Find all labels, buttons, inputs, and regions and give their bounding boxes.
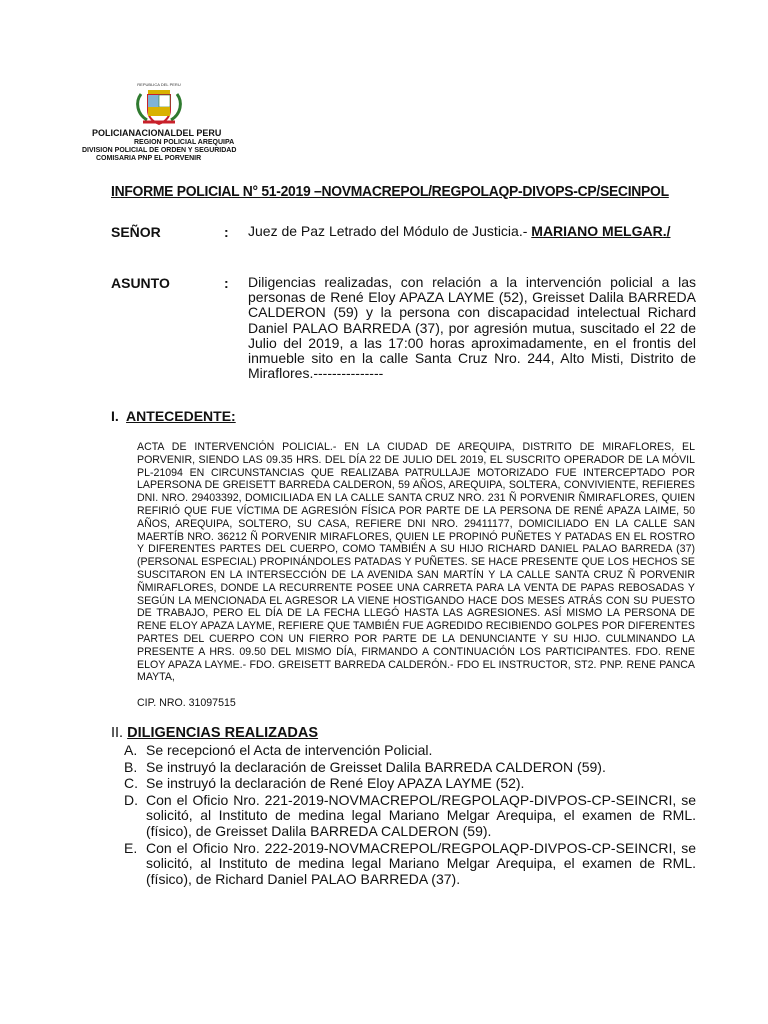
list-marker: A. <box>124 742 138 758</box>
division-name: DIVISION POLICIAL DE ORDEN Y SEGURIDAD <box>82 147 237 154</box>
commissary-name: COMISARIA PNP EL PORVENIR <box>96 155 202 162</box>
section-antecedente-heading <box>111 408 236 424</box>
diligencias-list <box>124 743 696 888</box>
list-marker: E. <box>124 839 138 856</box>
section-number: I. <box>111 408 119 424</box>
list-item-text: Se instruyó la declaración de René Eloy APAZA LAYME (52). <box>146 775 525 792</box>
list-item <box>124 760 696 776</box>
coat-of-arms-icon <box>133 80 185 130</box>
institution-name: POLICIANACIONALDEL PERU <box>92 128 222 138</box>
senor-value <box>248 224 696 239</box>
list-marker: D. <box>124 791 138 808</box>
list-item-text: Se recepcionó el Acta de intervención Policial. <box>146 742 433 758</box>
senor-bold: MARIANO MELGAR./ <box>531 223 671 239</box>
antecedente-body: ACTA DE INTERVENCIÓN POLICIAL.- EN LA CIUDAD DE AREQUIPA, DISTRITO DE MIRAFLORES, EL PORVENIR, SIENDO LAS 09.35 HRS. DEL DÍA 22 DE JULIO DEL 2019, EL SUSCRITO OPERADOR DE LA MÓVIL PL-21094 EN CIRCUNSTANCIAS QUE REALIZABA PATRULLAJE MOTORIZADO FUE INTERCEPTADO POR LAPERSONA DE GREISETT BARREDA CALDERON, 59 AÑOS, AREQUIPA, SOLTERA, CONVIVIENTE, REFIERES DNI. NRO. 29403392, DOMICILIADA EN LA CALLE SANTA CRUZ NRO. 231 Ñ PORVENIR ÑMIRAFLORES, QUIEN REFIRIÓ QUE FUE VÍCTIMA DE AGRESIÓN FÍSICA POR PARTE DE LA PERSONA DE RENÉ APAZA LAIME, 50 AÑOS, AREQUIPA, SOLTERO, SU CASA, REFIERE DNI NRO. 29411177, DOMICILIADO EN LA CALLE SAN MAERTÍB NRO. 36212 Ñ PORVENIR MIRAFLORES, QUIEN LE PROPINÓ PUÑETES Y PATADAS EN EL ROSTRO Y DIFERENTES PARTES DEL CUERPO, COMO TAMBIÉN A SU HIJO RICHARD DANIEL PALAO BARREDA (37) (PERSONAL ESPECIAL) PROPINÁNDOLES PATADAS Y PUÑETES. SE HACE PRESENTE QUE LOS HECHOS SE SUSCITARON EN LA INTERSECCIÓN DE LA AVENIDA SAN MARTÍN Y LA CALLE SANTA CRUZ Ñ PORVENIR ÑMIRAFLORES, DONDE LA RECURRENTE POSEE UNA CARRETA PARA LA VENTA DE PAPAS REBOSADAS Y SEGÚN LA MENCIONADA EL AGRESOR LA VIENE HOSTIGANDO HACE DOS MESES ATRÁS CON SU PUESTO DE TRABAJO, PERO EL DÍA DE LA FECHA LLEGÓ HASTA LAS AGRESIONES. ASÍ MISMO LA PERSONA DE RENE ELOY APAZA LAYME, REFIERE QUE TAMBIÉN FUE AGREDIDO RECIBIENDO GOLPES POR DIFERENTES PARTES DEL CUERPO CON UN FIERRO POR PARTE DE LA DENUNCIANTE Y SU HIJO. CULMINANDO LA PRESENTE A HRS. 09.50 DEL MISMO DÍA, FIRMANDO A CONTINUACIÓN LOS PARTICIPANTES. FDO. RENE ELOY APAZA LAYME.- FDO. GREISETT BARREDA CALDERÓN.- FDO EL INSTRUCTOR, ST2. PNP. RENE PANCA MAYTA, <box>137 441 695 684</box>
section-title: DILIGENCIAS REALIZADAS <box>127 725 319 741</box>
senor-text: Juez de Paz Letrado del Módulo de Justicia.- <box>248 223 528 239</box>
list-marker: B. <box>124 758 138 775</box>
list-item <box>124 776 696 792</box>
report-title: INFORME POLICIAL N° 51-2019 –NOVMACREPOL/REGPOLAQP-DIVOPS-CP/SECINPOL <box>111 184 669 200</box>
section-title: ANTECEDENTE: <box>126 408 236 424</box>
list-item <box>124 841 696 888</box>
senor-label: SEÑOR <box>111 224 161 240</box>
instructor-cip: CIP. NRO. 31097515 <box>137 697 236 709</box>
list-item-text: Con el Oficio Nro. 222-2019-NOVMACREPOL/REGPOLAQP-DIVPOS-CP-SEINCRI, se solicitó, al Instituto de medina legal Mariano Melgar Arequipa, el examen de RML. (físico), de Richard Daniel PALAO BARREDA (37). <box>146 839 696 887</box>
asunto-colon: : <box>224 275 229 291</box>
section-diligencias-heading <box>111 725 318 741</box>
list-item <box>124 743 696 759</box>
list-item-text: Se instruyó la declaración de Greisset Dalila BARREDA CALDERON (59). <box>146 758 606 775</box>
svg-text:REPUBLICA DEL PERU: REPUBLICA DEL PERU <box>137 82 181 87</box>
list-item-text: Con el Oficio Nro. 221-2019-NOVMACREPOL/REGPOLAQP-DIVPOS-CP-SEINCRI, se solicitó, al Instituto de medina legal Mariano Melgar Arequipa, el examen de RML. (físico), de Greisset Dalila BARREDA CALDERON (59). <box>146 791 696 839</box>
senor-colon: : <box>224 224 229 240</box>
list-marker: C. <box>124 775 138 792</box>
region-name: REGION POLICIAL AREQUIPA <box>134 139 235 146</box>
asunto-label: ASUNTO <box>111 275 170 291</box>
section-number: II. <box>111 725 124 741</box>
asunto-value: Diligencias realizadas, con relación a la intervención policial a las personas de René Eloy APAZA LAYME (52), Greisset Dalila BARREDA CALDERON (59) y la persona con discapacidad intelectual Richard Daniel PALAO BARREDA (37), por agresión mutua, suscitado el 22 de Julio del 2019, a las 17:00 horas aproximadamente, en el frontis del inmueble sito en la calle Santa Cruz Nro. 244, Alto Misti, Distrito de Miraflores.--------------- <box>248 274 696 382</box>
list-item <box>124 793 696 840</box>
